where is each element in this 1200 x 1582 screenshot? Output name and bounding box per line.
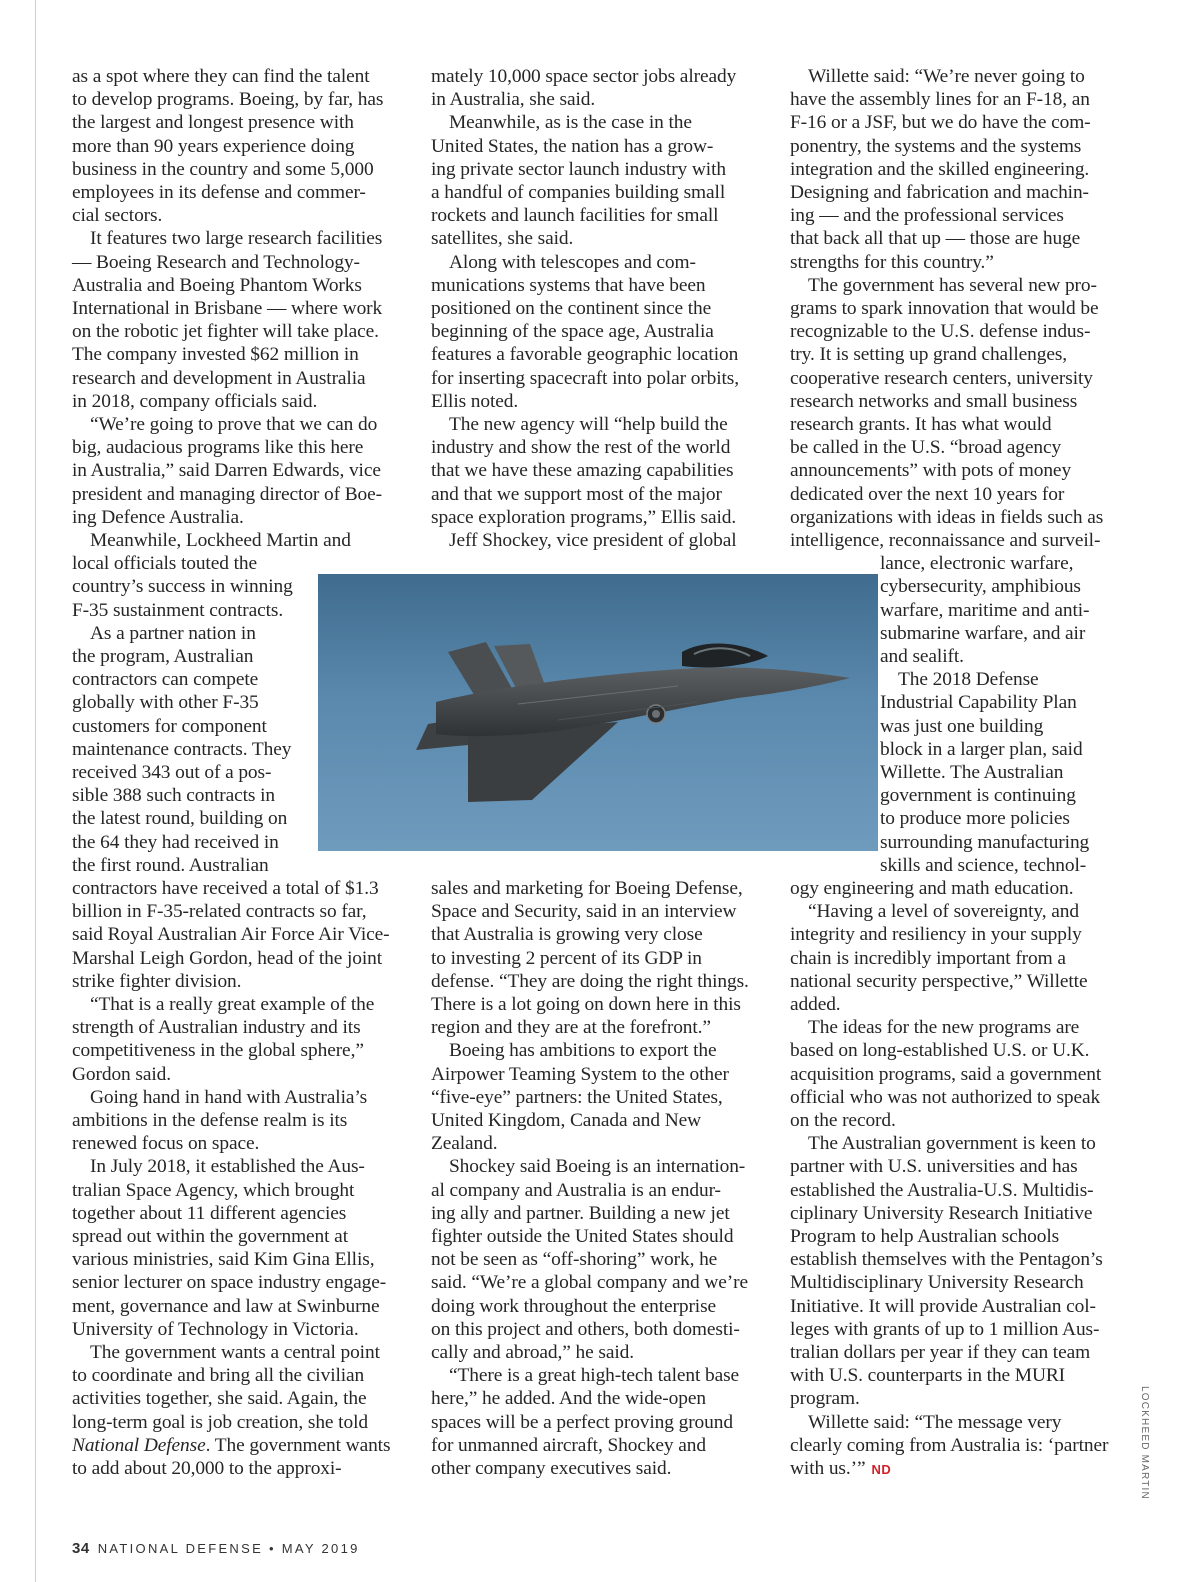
article-line: ing Defence Australia. [72, 506, 244, 528]
article-line: various ministries, said Kim Gina Ellis, [72, 1249, 375, 1271]
article-line: munications systems that have been [431, 274, 706, 296]
article-line: received 343 out of a pos- [72, 762, 272, 783]
article-line: the program, Australian [72, 646, 254, 667]
article-line: submarine warfare, and air [880, 622, 1086, 644]
article-line: sible 388 such contracts in [72, 785, 276, 807]
article-line: the latest round, building on [72, 808, 288, 830]
article-line: ponentry, the systems and the systems [790, 135, 1082, 157]
article-line: “five-eye” partners: the United States, [431, 1086, 723, 1108]
article-line: together about 11 different agencies [72, 1202, 347, 1224]
article-line: official who was not authorized to speak [790, 1086, 1101, 1108]
article-line: was just one building [880, 715, 1044, 737]
article-line: competitiveness in the global sphere,” [72, 1040, 364, 1062]
article-line: United Kingdom, Canada and New [431, 1110, 702, 1131]
article-line: on the robotic jet fighter will take place. [72, 321, 379, 343]
article-line: to produce more policies [880, 808, 1070, 830]
article-line: to develop programs. Boeing, by far, has [72, 89, 384, 111]
article-line: Along with telescopes and com- [449, 251, 696, 273]
article-line: ing private sector launch industry with [431, 158, 726, 180]
article-line: contractors can compete [72, 669, 259, 691]
article-line: try. It is setting up grand challenges, [790, 344, 1068, 366]
article-line: “We’re going to prove that we can do [90, 414, 378, 435]
article-line: spaces will be a perfect proving ground [431, 1411, 733, 1433]
article-line: The ideas for the new programs are [808, 1017, 1080, 1039]
article-line: strike fighter division. [72, 970, 242, 992]
article-line: cybersecurity, amphibious [880, 576, 1081, 598]
article-line: establish themselves with the Pentagon’s [790, 1249, 1103, 1271]
article-line: beginning of the space age, Australia [431, 321, 714, 343]
article-line: with U.S. counterparts in the MURI [790, 1365, 1066, 1387]
article-line: industry and show the rest of the world [431, 437, 731, 459]
article-line: strengths for this country.” [790, 251, 994, 273]
article-line: to coordinate and bring all the civilian [72, 1365, 365, 1387]
article-line: be called in the U.S. “broad agency [790, 437, 1062, 459]
article-line: president and managing director of Boe- [72, 483, 383, 505]
roundel-center-shape [652, 710, 660, 718]
f35-jet-illustration [318, 574, 878, 851]
article-line: The government wants a central point [90, 1342, 380, 1363]
article-line: Airpower Teaming System to the other [431, 1063, 729, 1085]
article-line: The new agency will “help build the [449, 414, 728, 435]
article-line: The company invested $62 million in [72, 344, 359, 366]
article-line: the largest and longest presence with [72, 112, 354, 134]
article-line: skills and science, technol- [880, 854, 1087, 876]
page-number: 34 [72, 1540, 90, 1557]
article-line: Zealand. [431, 1133, 498, 1155]
photo-credit: LOCKHEED MARTIN [1139, 1386, 1150, 1500]
publication-line: NATIONAL DEFENSE • MAY 2019 [97, 1541, 360, 1556]
article-line: The government has several new pro- [808, 274, 1097, 296]
article-line: cooperative research centers, university [790, 367, 1093, 389]
article-line: In July 2018, it established the Aus- [90, 1156, 365, 1178]
article-line: research and development in Australia [72, 367, 366, 389]
article-line: tralian Space Agency, which brought [72, 1179, 355, 1201]
article-line: Marshal Leigh Gordon, head of the joint [72, 947, 383, 969]
article-line: the 64 they had received in [72, 831, 279, 853]
article-line: United States, the nation has a grow- [431, 135, 714, 157]
article-line: sales and marketing for Boeing Defense, [431, 878, 743, 899]
article-line: Meanwhile, Lockheed Martin and [90, 530, 351, 551]
article-line: Designing and fabrication and machin- [790, 182, 1089, 203]
article-line: with us.’” ND [790, 1458, 892, 1479]
article-line: as a spot where they can find the talent [72, 66, 370, 87]
article-line: globally with other F-35 [72, 692, 259, 714]
article-line: “That is a really great example of the [90, 994, 375, 1015]
article-line: defense. “They are doing the right things. [431, 970, 749, 992]
article-line: the first round. Australian [72, 854, 269, 876]
article-line: based on long-established U.S. or U.K. [790, 1040, 1090, 1062]
article-line: a handful of companies building small [431, 182, 726, 203]
article-line: ambitions in the defense realm is its [72, 1110, 348, 1131]
article-line: mately 10,000 space sector jobs already [431, 66, 737, 87]
article-line: space exploration programs,” Ellis said. [431, 506, 737, 528]
article-line: and sealift. [880, 646, 964, 667]
article-line: said. “We’re a global company and we’re [431, 1272, 749, 1294]
article-line: Space and Security, said in an interview [431, 901, 737, 923]
article-line: Gordon said. [72, 1063, 171, 1085]
article-line: ciplinary University Research Initiative [790, 1202, 1093, 1224]
publication-name-inline: National Defense [72, 1434, 206, 1456]
article-line: here,” he added. And the wide-open [431, 1388, 706, 1410]
article-line: warfare, maritime and anti- [880, 599, 1090, 621]
article-line: The Australian government is keen to [808, 1133, 1096, 1155]
article-line: Program to help Australian schools [790, 1226, 1060, 1247]
article-line: in Australia,” said Darren Edwards, vice [72, 460, 381, 482]
article-line: It features two large research facilities [90, 228, 383, 250]
article-line: Willette. The Australian [880, 762, 1064, 783]
article-line: International in Brisbane — where work [72, 298, 383, 319]
article-line: “Having a level of sovereignty, and [808, 901, 1079, 923]
article-line: integrity and resiliency in your supply [790, 924, 1082, 946]
article-line: al company and Australia is an endur- [431, 1179, 721, 1201]
article-line: for inserting spacecraft into polar orbits, [431, 367, 740, 389]
article-line: cial sectors. [72, 205, 163, 227]
article-line: tralian dollars per year if they can team [790, 1342, 1091, 1363]
end-mark: ND [871, 1462, 892, 1477]
article-line: Going hand in hand with Australia’s [90, 1086, 368, 1108]
article-line: Jeff Shockey, vice president of global [449, 530, 737, 551]
article-line: said Royal Australian Air Force Air Vice- [72, 924, 390, 946]
article-line: Multidisciplinary University Research [790, 1272, 1084, 1294]
article-line: — Boeing Research and Technology- [72, 251, 360, 273]
article-line: maintenance contracts. They [72, 738, 292, 760]
article-line: ing ally and partner. Building a new jet [431, 1202, 730, 1224]
canopy-shape [682, 643, 768, 667]
article-line: region and they are at the forefront.” [431, 1017, 711, 1039]
article-line: rockets and launch facilities for small [431, 205, 719, 227]
article-line: other company executives said. [431, 1458, 672, 1479]
article-line: features a favorable geographic location [431, 344, 739, 366]
article-line: University of Technology in Victoria. [72, 1318, 359, 1340]
article-line: in Australia, she said. [431, 89, 596, 111]
article-line-rest: . The government wants [205, 1434, 391, 1456]
article-line: for unmanned aircraft, Shockey and [431, 1434, 706, 1456]
article-line: The 2018 Defense [898, 669, 1039, 691]
article-line: more than 90 years experience doing [72, 135, 355, 157]
article-line: Initiative. It will provide Australian col- [790, 1295, 1096, 1317]
article-line: acquisition programs, said a government [790, 1063, 1102, 1085]
article-line: surrounding manufacturing [880, 831, 1090, 853]
article-line: “There is a great high-tech talent base [449, 1365, 740, 1387]
article-line: fighter outside the United States should [431, 1226, 734, 1247]
article-line [72, 1434, 390, 1457]
article-line: partner with U.S. universities and has [790, 1156, 1078, 1178]
article-line: organizations with ideas in fields such as [790, 506, 1104, 528]
article-line: Willette said: “We’re never going to [808, 66, 1085, 87]
article-line: established the Australia-U.S. Multidis- [790, 1179, 1094, 1201]
article-line: strength of Australian industry and its [72, 1017, 361, 1039]
article-line: on the record. [790, 1110, 896, 1131]
article-line: senior lecturer on space industry engage- [72, 1272, 387, 1294]
article-line: clearly coming from Australia is: ‘partner [790, 1434, 1109, 1456]
article-line: activities together, she said. Again, the [72, 1388, 367, 1410]
article-line: contractors have received a total of $1.3 [72, 878, 379, 899]
article-line: that Australia is growing very close [431, 924, 703, 946]
article-line: block in a larger plan, said [880, 738, 1083, 760]
article-line: ogy engineering and math education. [790, 878, 1074, 899]
article-line: grams to spark innovation that would be [790, 298, 1099, 319]
article-line: Australia and Boeing Phantom Works [72, 274, 362, 296]
article-line: have the assembly lines for an F-18, an [790, 89, 1090, 111]
article-line: ing — and the professional services [790, 205, 1064, 227]
article-line: that back all that up — those are huge [790, 228, 1081, 250]
article-line: There is a lot going on down here in this [431, 994, 741, 1015]
article-line: positioned on the continent since the [431, 298, 712, 319]
article-line: F-16 or a JSF, but we do have the com- [790, 112, 1091, 134]
article-line: that we have these amazing capabilities [431, 460, 734, 482]
article-line: integration and the skilled engineering. [790, 158, 1090, 180]
article-line: to add about 20,000 to the approxi- [72, 1458, 342, 1479]
article-line: national security perspective,” Willette [790, 970, 1088, 992]
article-line: to investing 2 percent of its GDP in [431, 947, 702, 969]
page-footer [72, 1540, 360, 1557]
page-margin-rule [35, 0, 36, 1582]
article-line: Boeing has ambitions to export the [449, 1040, 717, 1062]
article-line: local officials touted the [72, 553, 257, 575]
article-line: Shockey said Boeing is an internation- [449, 1156, 746, 1178]
article-line: in 2018, company officials said. [72, 390, 318, 412]
photo-caption: Australia’s first F-35A Lightning II [946, 1388, 1189, 1403]
article-line: dedicated over the next 10 years for [790, 483, 1065, 505]
article-line: F-35 sustainment contracts. [72, 599, 284, 621]
article-line: Meanwhile, as is the case in the [449, 112, 692, 134]
article-line: and that we support most of the major [431, 483, 722, 505]
article-line: As a partner nation in [90, 622, 256, 644]
article-line: recognizable to the U.S. defense indus- [790, 321, 1091, 343]
article-line: big, audacious programs like this here [72, 437, 364, 459]
article-line: chain is incredibly important from a [790, 947, 1066, 969]
article-line: intelligence, reconnaissance and surveil- [790, 530, 1101, 551]
article-line: satellites, she said. [431, 228, 574, 250]
article-line: spread out within the government at [72, 1226, 348, 1247]
article-line: leges with grants of up to 1 million Aus- [790, 1318, 1100, 1340]
article-line: business in the country and some 5,000 [72, 158, 374, 180]
article-line: doing work throughout the enterprise [431, 1295, 717, 1317]
article-line: long-term goal is job creation, she told [72, 1411, 368, 1433]
article-line: on this project and others, both domesti- [431, 1318, 740, 1340]
article-line: announcements” with pots of money [790, 460, 1072, 482]
article-line: ment, governance and law at Swinburne [72, 1295, 380, 1317]
article-line: Willette said: “The message very [808, 1411, 1062, 1433]
article-line: research grants. It has what would [790, 414, 1052, 435]
article-line: country’s success in winning [72, 576, 293, 598]
article-line: government is continuing [880, 785, 1076, 807]
article-line: billion in F-35-related contracts so far, [72, 901, 367, 923]
article-line: lance, electronic warfare, [880, 553, 1074, 575]
article-line: added. [790, 994, 841, 1015]
article-line: not be seen as “off-shoring” work, he [431, 1249, 718, 1271]
article-line: cally and abroad,” he said. [431, 1342, 634, 1363]
article-line: renewed focus on space. [72, 1133, 260, 1155]
article-line: Ellis noted. [431, 390, 519, 412]
article-line: Industrial Capability Plan [880, 692, 1077, 714]
article-line: program. [790, 1388, 860, 1410]
article-line: employees in its defense and commer- [72, 182, 366, 203]
article-line: customers for component [72, 715, 267, 737]
article-line: research networks and small business [790, 390, 1078, 412]
